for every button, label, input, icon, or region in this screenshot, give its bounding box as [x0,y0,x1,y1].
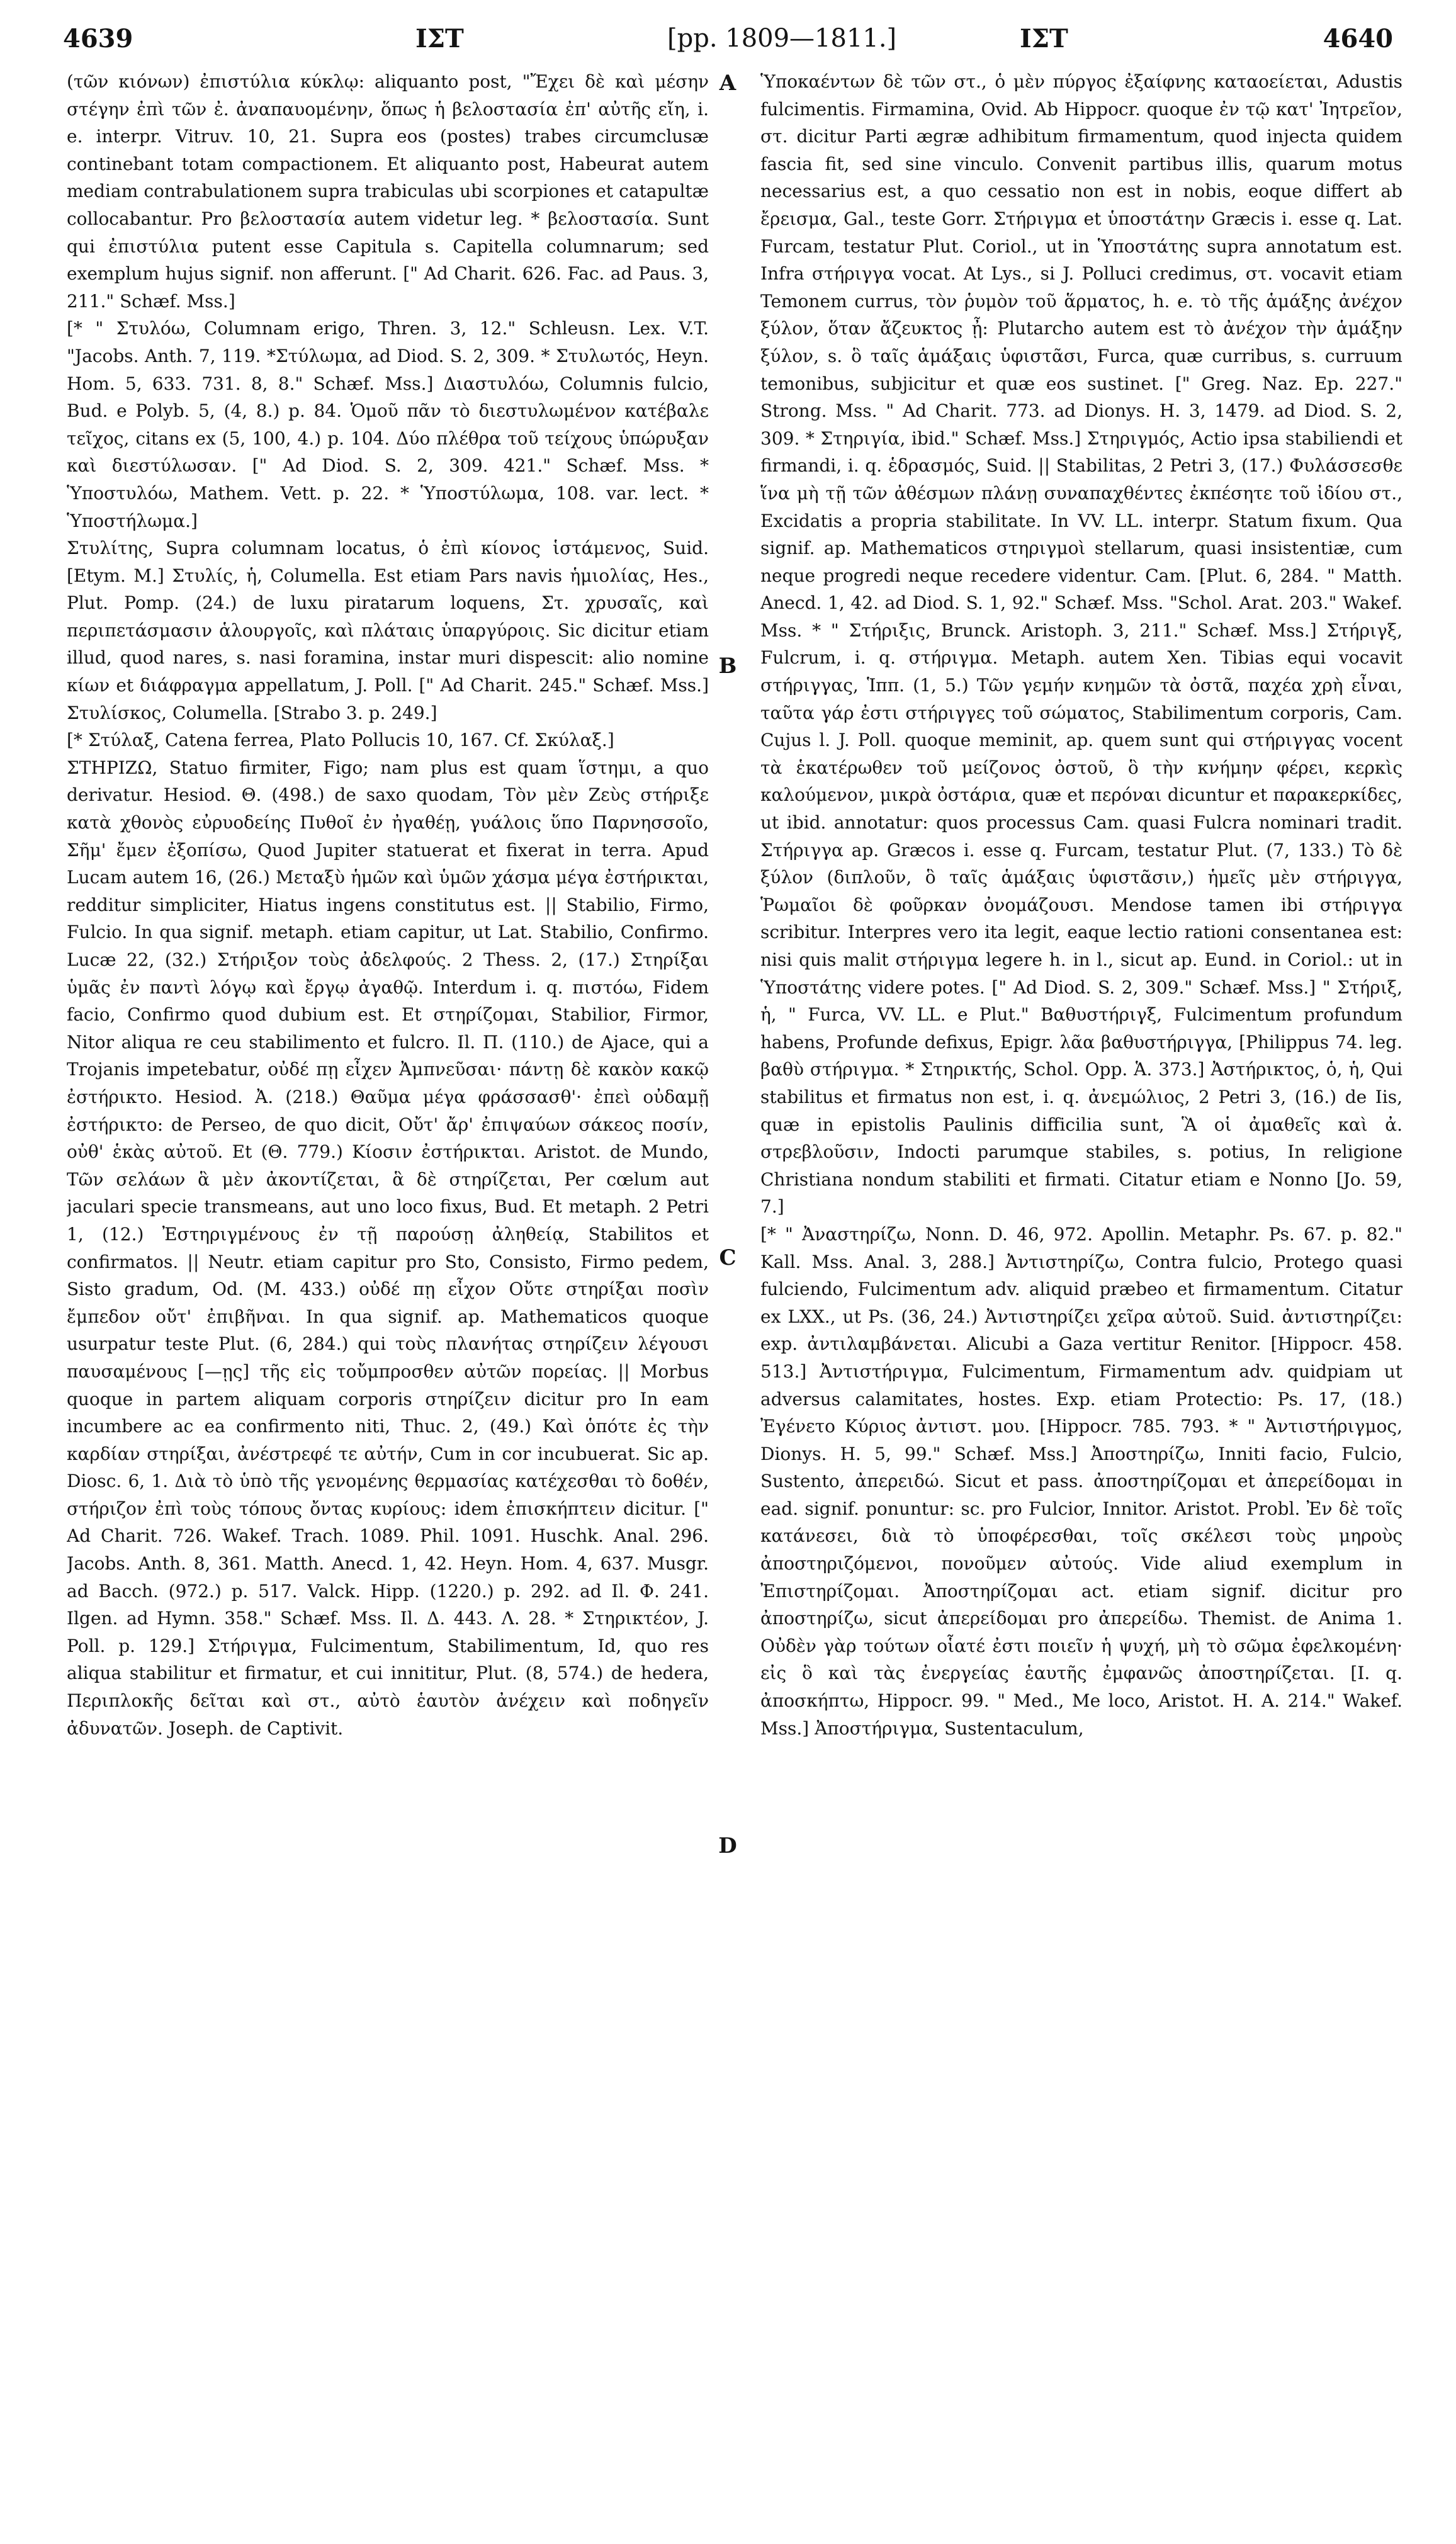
section-marker-a: A [719,71,736,96]
page-range: [pp. 1809—1811.] [667,24,897,53]
section-marker-b: B [718,653,737,679]
entry-paragraph: [* " Ἀναστηρίζω, Nonn. D. 46, 972. Apollin. Metaphr. Ps. 67. p. 82." Kall. Mss. Anal. 3, 288.] Ἀντιστηρίζω, Contra fulcio, Protego quasi fulciendo, Fulcimentum adv. aliquid præbeo et firmamentum. Citatur ex LXX., ut Ps. (36, 24.) Ἀντιστηρίζει χεῖρα αὐτοῦ. Suid. ἀντιστηρίζει: exp. ἀντιλαμβάνεται. Alicubi a Gaza vertitur Renitor. [Hippocr. 458. 513.] Ἀντιστήριγμα, Fulcimentum, Firmamentum adv. quidpiam ut adversus calamitates, hostes. Exp. etiam Protectio: Ps. 17, (18.) Ἐγένετο Κύριος ἀντιστ. μου. [Hippocr. 785. 793. * " Ἀντιστήριγμος, Dionys. H. 5, 99." Schæf. Mss.] Ἀποστηρίζω, Inniti facio, Fulcio, Sustento, ἀπερειδώ. Sicut et pass. ἀποστηρίζομαι et ἀπερείδομαι in ead. signif. ponuntur: sc. pro Fulcior, Innitor. Aristot. Probl. Ἐν δὲ τοῖς κατάνεσει, διὰ τὸ ὑποφέρεσθαι, τοῖς σκέλεσι τοὺς μηροὺς ἀποστηριζόμενοι, πονοῦμεν αὐτούς. Vide aliud exemplum in Ἐπιστηρίζομαι. Ἀποστηρίζομαι act. etiam signif. dicitur pro ἀποστηρίζω, sicut ἀπερείδομαι pro ἀπερείδω. Themist. de Anima 1. Οὐδὲν γὰρ τούτων οἷατέ ἐστι ποιεῖν ἡ ψυχή, μὴ τὸ σῶμα ἐφελκομένη· εἰς ὃ καὶ τὰς ἐνεργείας ἑαυτῆς ἐμφανῶς ἀποστηρίζεται. [I. q. ἀποσκήπτω, Hippocr. 99. " Med., Me loco, Aristot. H. A. 214." Wakef. Mss.] Ἀποστήριγμα, Sustentaculum, [760,1223,1402,1739]
entry-paragraph: Ὑποκαέντων δὲ τῶν στ., ὁ μὲν πύργος ἐξαίφνης καταοείεται, Adustis fulcimentis. Firmamina, Ovid. Ab Hippocr. quoque ἐν τῷ κατ' Ἰητρεῖον, στ. dicitur Parti ægræ adhibitum firmamentum, quod injecta quidem fascia fit, sed sine vinculo. Convenit partibus illis, quarum motus necessarius est, a quo cessatio non est in nobis, eoque differt ab ἔρεισμα, Gal., teste Gorr. Στήριγμα et ὑποστάτην Græcis i. esse q. Lat. Furcam, testatur Plut. Coriol., ut in Ὑποστάτης supra annotatum est. Infra στήριγγα vocat. At Lys., si J. Polluci credimus, στ. vocavit etiam Temonem currus, τὸν ῥυμὸν τοῦ ἅρματος, h. e. τὸ τῆς ἁμάξης ἀνέχον ξύλον, ὅταν ἄζευκτος ᾖ: Plutarcho autem est τὸ ἀνέχον τὴν ἁμάξην ξύλον, s. ὃ ταῖς ἁμάξαις ὑφιστᾶσι, Furca, quæ curribus, s. curruum temonibus, subjicitur et quæ eos sustinet. [" Greg. Naz. Ep. 227." Strong. Mss. " Ad Charit. 773. ad Dionys. H. 3, 1479. ad Diod. S. 2, 309. * Στηριγία, ibid." Schæf. Mss.] Στηριγμός, Actio ipsa stabiliendi et firmandi, i. q. ἑδρασμός, Suid. || Stabilitas, 2 Petri 3, (17.) Φυλάσσεσθε ἵνα μὴ τῇ τῶν ἀθέσμων πλάνῃ συναπαχθέντες ἐκπέσητε τοῦ ἰδίου στ., Excidatis a propria stabilitate. In VV. LL. interpr. Statum fixum. Qua signif. ap. Mathematicos στηριγμοὶ stellarum, quasi insistentiæ, cum neque progredi neque recedere videntur. Cam. [Plut. 6, 284. " Matth. Anecd. 1, 42. ad Diod. S. 1, 92." Schæf. Mss. "Schol. Arat. 203." Wakef. Mss. * " Στήριξις, Brunck. Aristoph. 3, 211." Schæf. Mss.] Στήριγξ, Fulcrum, i. q. στήριγμα. Metaph. autem Xen. Tibias equi vocavit στήριγγας, Ἱππ. (1, 5.) Τῶν γεμήν κνημῶν τὰ ὀστᾶ, παχέα χρὴ εἶναι, ταῦτα γάρ ἐστι στήριγγες τοῦ σώματος, Stabilimentum corporis, Cam. Cujus l. J. Poll. quoque meminit, ap. quem sunt qui στήριγγας vocent τὰ ἑκατέρωθεν τοῦ μείζονος ὀστοῦ, ὃ τὴν κνήμην φέρει, κερκὶς καλούμενον, μικρὰ ὀστάρια, quæ et περόναι dicuntur et παρακερκίδες, ut ibid. annotatur: quos processus Cam. quasi Fulcra nominari tradit. Στήριγγα ap. Græcos i. esse q. Furcam, testatur Plut. (7, 133.) Τὸ δὲ ξύλον (διπλοῦν, ὃ ταῖς ἁμάξαις ὑφιστᾶσιν,) ἡμεῖς μὲν στήριγγα, Ῥωμαῖοι δὲ φοῦρκαν ὀνομάζουσι. Mendose tamen ibi στήριγγα scribitur. Interpres vero ita legit, eaque lectio rationi consentanea est: nisi quis malit στήριγμα legere h. in l., sicut ap. Eund. in Coriol.: ut in Ὑποστάτης videre potes. [" Ad Diod. S. 2, 309." Schæf. Mss.] " Στήριξ, ἡ, " Furca, VV. LL. e Plut." Βαθυστήριγξ, Fulcimentum profundum habens, Profunde defixus, Epigr. λᾶα βαθυστήριγγα, [Philippus 74. leg. βαθὺ στήριγμα. * Στηρικτής, Schol. Opp. Ἁ. 373.] Ἀστήρικτος, ὁ, ἡ, Qui stabilitus et firmatus non est, i. q. ἀνεμώλιος, 2 Petri 3, (16.) de Iis, quæ in epistolis Paulinis difficilia sunt, Ἃ οἱ ἀμαθεῖς καὶ ἀ. στρεβλοῦσιν, Indocti parumque stabiles, s. potius, In religione Christiana nondum stabiliti et firmati. Citatur etiam e Nonno [Jo. 59, 7.] [760,71,1402,1218]
section-marker-c: C [719,1245,736,1270]
left-running-head: ΙΣΤ [415,24,464,54]
entry-paragraph: (τῶν κιόνων) ἐπιστύλια κύκλῳ: aliquanto post, "Ἔχει δὲ καὶ μέσην στέγην ἐπὶ τῶν ἐ. ἀναπαυομένην, ὅπως ἡ βελοστασία ἐπ' αὐτῆς εἴη, i. e. interpr. Vitruv. 10, 21. Supra eos (postes) trabes circumclusæ continebant totam compactionem. Et aliquanto post, Habeurat autem mediam contrabulationem supra trabiculas ubi scorpiones et catapultæ collocabantur. Pro βελοστασία autem videtur leg. * βελοστασία. Sunt qui ἐπιστύλια putent esse Capitula s. Capitella columnarum; sed exemplum hujus signif. non afferunt. [" Ad Charit. 626. Fac. ad Paus. 3, 211." Schæf. Mss.] [67,71,709,312]
page-header [63,24,1393,74]
right-running-head: ΙΣΤ [1020,24,1068,54]
entry-paragraph: [* " Στυλόω, Columnam erigo, Thren. 3, 12." Schleusn. Lex. V.T. "Jacobs. Anth. 7, 119. *Στύλωμα, ad Diod. S. 2, 309. * Στυλωτός, Heyn. Hom. 5, 633. 731. 8, 8." Schæf. Mss.] Διαστυλόω, Columnis fulcio, Bud. e Polyb. 5, (4, 8.) p. 84. Ὁμοῦ πᾶν τὸ διεστυλωμένον κατέβαλε τεῖχος, citans ex (5, 100, 4.) p. 104. Δύο πλέθρα τοῦ τείχους ὑπώρυξαν καὶ διεστύλωσαν. [" Ad Diod. S. 2, 309. 421." Schæf. Mss. * Ὑποστυλόω, Mathem. Vett. p. 22. * Ὑποστύλωμα, 108. var. lect. * Ὑποστήλωμα.] [67,318,709,531]
left-page-number: 4639 [63,24,133,54]
section-marker-d: D [718,1833,737,1858]
entry-paragraph: Στυλίτης, Supra columnam locatus, ὁ ἐπὶ κίονος ἱστάμενος, Suid. [Etym. M.] Στυλίς, ἡ, Columella. Est etiam Pars navis ἡμιολίας, Hes., Plut. Pomp. (24.) de luxu piratarum loquens, Στ. χρυσαῖς, καὶ περιπετάσμασιν ἁλουργοῖς, καὶ πλάταις ὑπαργύροις. Sic dicitur etiam illud, quod nares, s. nasi foramina, instar muri dispescit: alio nomine κίων et διάφραγμα appellatum, J. Poll. [" Ad Charit. 245." Schæf. Mss.] Στυλίσκος, Columella. [Strabo 3. p. 249.] [67,538,709,723]
right-page-number: 4640 [1323,24,1393,54]
entry-paragraph: ΣΤΗΡΙΖΩ, Statuo firmiter, Figo; nam plus est quam ἵστημι, a quo derivatur. Hesiod. Θ. (498.) de saxo quodam, Τὸν μὲν Ζεὺς στήριξε κατὰ χθονὸς εὐρυοδείης Πυθοῖ ἐν ἠγαθέῃ, γυάλοις ὕπο Παρνησσοῖο, Σῆμ' ἔμεν ἐξοπίσω, Quod Jupiter statuerat et fixerat in terra. Apud Lucam autem 16, (26.) Μεταξὺ ἡμῶν καὶ ὑμῶν χάσμα μέγα ἐστήρικται, redditur simpliciter, Hiatus ingens constitutus est. || Stabilio, Firmo, Fulcio. In qua signif. metaph. etiam capitur, ut Lat. Stabilio, Confirmo. Lucæ 22, (32.) Στήριξον τοὺς ἀδελφούς. 2 Thess. 2, (17.) Στηρίξαι ὑμᾶς ἐν παντὶ λόγῳ καὶ ἔργῳ ἀγαθῷ. Interdum i. q. πιστόω, Fidem facio, Confirmo quod dubium est. Et στηρίζομαι, Stabilior, Firmor, Nitor aliqua re ceu stabilimento et fulcro. Il. Π. (110.) de Ajace, qui a Trojanis impetebatur, οὐδέ πῃ εἶχεν Ἀμπνεῦσαι· πάντῃ δὲ κακὸν κακῷ ἐστήρικτο. Hesiod. Ἀ. (218.) Θαῦμα μέγα φράσσασθ'· ἐπεὶ οὐδαμῇ ἐστήρικτο: de Perseo, de quo dicit, Οὔτ' ἄρ' ἐπιψαύων σάκεος ποσίν, οὐθ' ἑκὰς αὐτοῦ. Et (Θ. 779.) Κίοσιν ἐστήρικται. Aristot. de Mundo, Τῶν σελάων ἃ μὲν ἀκοντίζεται, ἃ δὲ στηρίζεται, Per cœlum aut jaculari specie transmeans, aut uno loco fixus, Bud. Et metaph. 2 Petri 1, (12.) Ἐστηριγμένους ἐν τῇ παρούσῃ ἀληθείᾳ, Stabilitos et confirmatos. || Neutr. etiam capitur pro Sto, Consisto, Firmo pedem, Sisto gradum, Od. (M. 433.) οὐδέ πῃ εἶχον Οὔτε στηρίξαι ποσὶν ἔμπεδον οὔτ' ἐπιβῆναι. In qua signif. ap. Mathematicos quoque usurpatur teste Plut. (6, 284.) qui τοὺς πλανήτας στηρίζειν λέγουσι παυσαμένους [—ῃς] τῆς εἰς τοὔμπροσθεν αὐτῶν πορείας. || Morbus quoque in partem aliquam corporis στηρίζειν dicitur pro In eam incumbere ac ea confirmento niti, Thuc. 2, (49.) Καὶ ὁπότε ἐς τὴν καρδίαν στηρίξαι, ἀνέστρεφέ τε αὐτήν, Cum in cor incubuerat. Sic ap. Diosc. 6, 1. Διὰ τὸ ὑπὸ τῆς γενομένης θερμασίας κατέχεσθαι τὸ δοθέν, στήριζον ἐπὶ τοὺς τόπους ὄντας κυρίους: idem ἐπισκήπτειν dicitur. [" Ad Charit. 726. Wakef. Trach. 1089. Phil. 1091. Huschk. Anal. 296. Jacobs. Anth. 8, 361. Matth. Anecd. 1, 42. Heyn. Hom. 4, 637. Musgr. ad Bacch. (972.) p. 517. Valck. Hipp. (1220.) p. 292. ad Il. Φ. 241. Ilgen. ad Hymn. 358." Schæf. Mss. Il. Δ. 443. Λ. 28. * Στηρικτέον, J. Poll. p. 129.] Στήριγμα, Fulcimentum, Stabilimentum, Id, quo res aliqua stabilitur et firmatur, et cui innititur, Plut. (8, 574.) de hedera, Περιπλοκῆς δεῖται καὶ στ., αὐτὸ ἑαυτὸν ἀνέχειν καὶ ποδηγεῖν ἀδυνατῶν. Joseph. de Captivit. [67,757,709,1739]
entry-paragraph: [* Στύλαξ, Catena ferrea, Plato Pollucis 10, 167. Cf. Σκύλαξ.] [67,730,614,751]
left-column [67,68,709,2523]
right-column [760,68,1402,2523]
